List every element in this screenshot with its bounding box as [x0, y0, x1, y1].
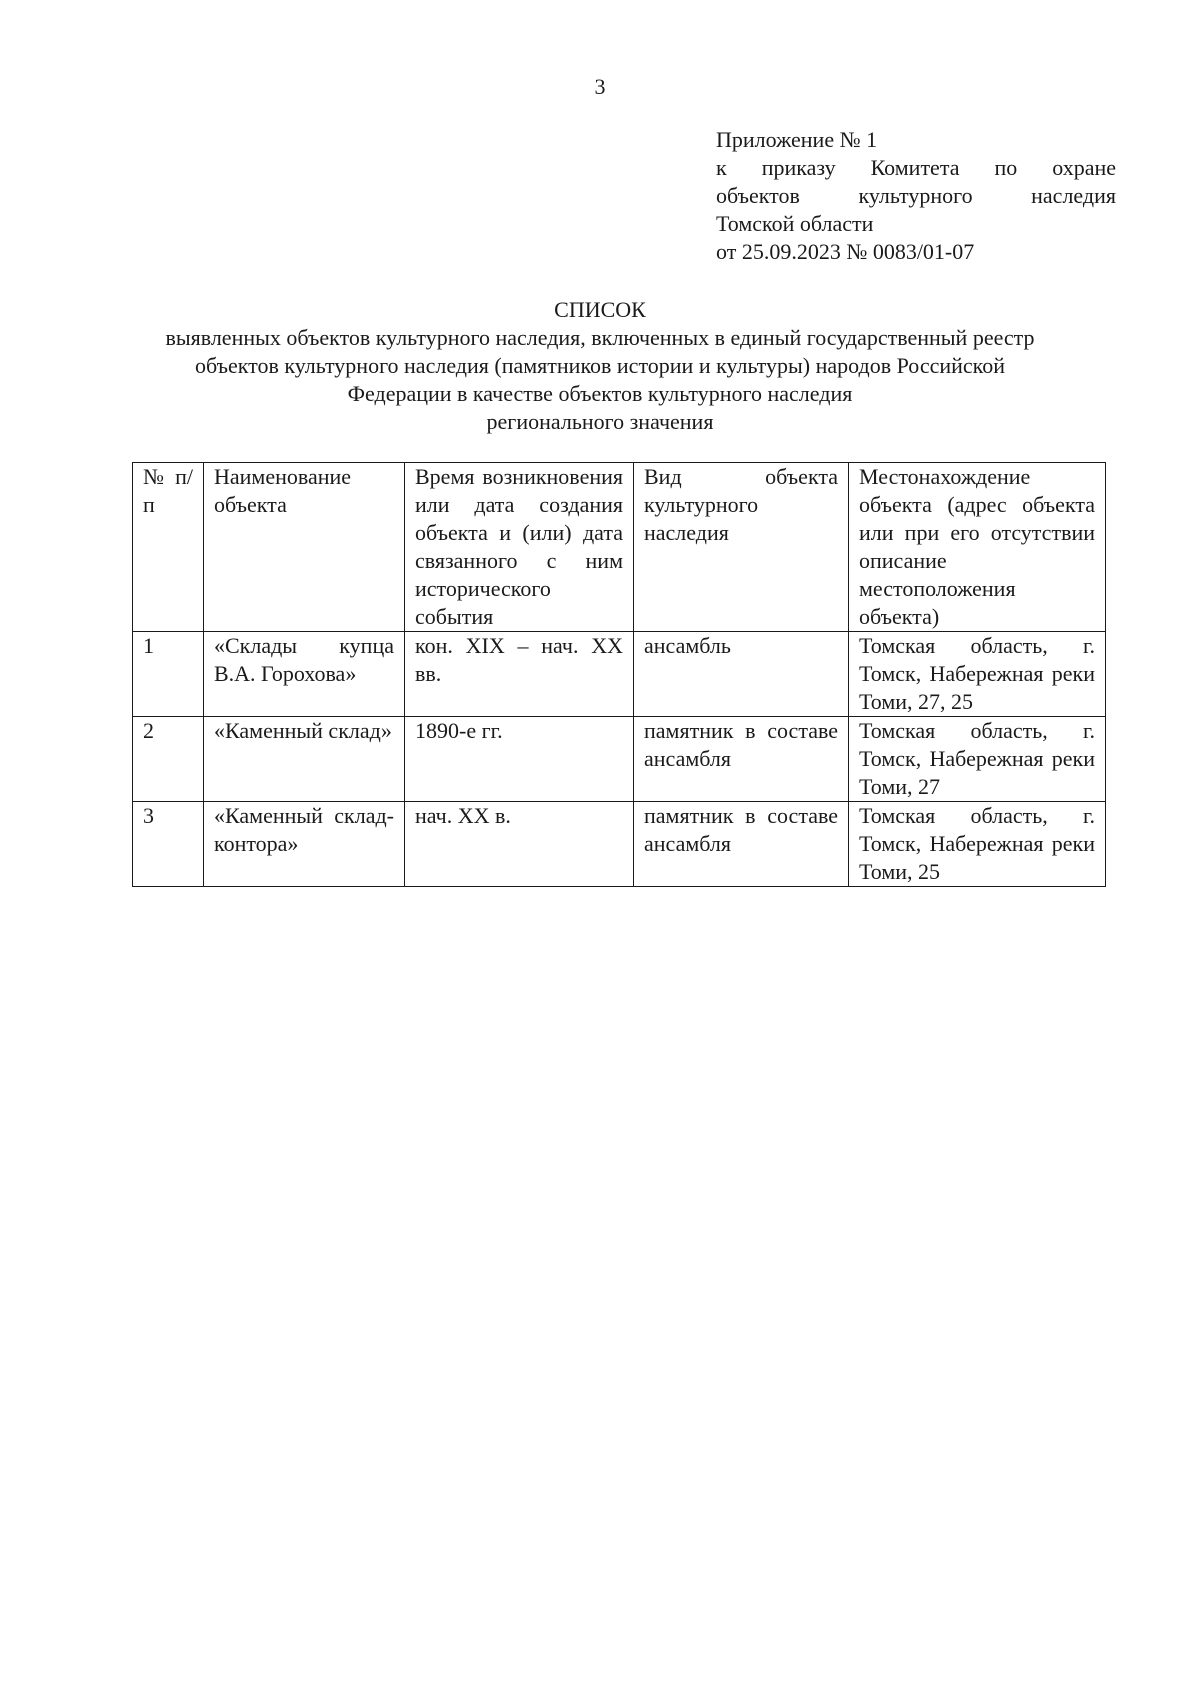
title-line: регионального значения [486, 409, 714, 434]
cell-date: кон. XIX – нач. XX вв. [405, 632, 634, 717]
appendix-block [716, 126, 1116, 266]
page-number: 3 [594, 74, 606, 99]
cell-location: Томская область, г. Томск, Набережная реки Томи, 25 [849, 802, 1106, 887]
heritage-table [132, 462, 1106, 887]
title-line: объектов культурного наследия (памятников истории и культуры) народов Российской [194, 353, 1006, 378]
table-row [133, 632, 1106, 717]
cell-kind: ансамбль [634, 632, 849, 717]
list-heading: СПИСОК [554, 297, 646, 322]
cell-location: Томская область, г. Томск, Набережная реки Томи, 27 [849, 717, 1106, 802]
cell-date: 1890-е гг. [405, 717, 634, 802]
cell-name: «Каменный склад» [204, 717, 405, 802]
cell-number: 2 [133, 717, 204, 802]
header-location: Местонахождение объекта (адрес объекта или при его отсутствии описание местоположения объекта) [849, 463, 1106, 632]
table-row [133, 717, 1106, 802]
appendix-line: объектов культурного наследия [716, 183, 1116, 208]
header-number: № п/п [133, 463, 204, 632]
cell-kind: памятник в составе ансамбля [634, 802, 849, 887]
appendix-line: Томской области [716, 211, 874, 236]
appendix-title: Приложение № 1 [716, 127, 878, 152]
title-line: Федерации в качестве объектов культурного наследия [347, 381, 853, 406]
cell-location: Томская область, г. Томск, Набережная реки Томи, 27, 25 [849, 632, 1106, 717]
cell-number: 1 [133, 632, 204, 717]
table-header-row [133, 463, 1106, 632]
cell-number: 3 [133, 802, 204, 887]
cell-name: «Склады купца В.А. Горохова» [204, 632, 405, 717]
title-block [100, 296, 1100, 436]
cell-kind: памятник в составе ансамбля [634, 717, 849, 802]
header-kind: Вид объекта культурного наследия [634, 463, 849, 632]
header-date: Время возникновения или дата создания объекта и (или) дата связанного с ним исторического события [405, 463, 634, 632]
appendix-line: к приказу Комитета по охране [716, 155, 1116, 180]
header-name: Наименование объекта [204, 463, 405, 632]
appendix-order-date: от 25.09.2023 № 0083/01-07 [716, 239, 975, 264]
table-row [133, 802, 1106, 887]
cell-date: нач. XX в. [405, 802, 634, 887]
cell-name: «Каменный склад-контора» [204, 802, 405, 887]
title-line: выявленных объектов культурного наследия, включенных в единый государственный реестр [165, 325, 1035, 350]
